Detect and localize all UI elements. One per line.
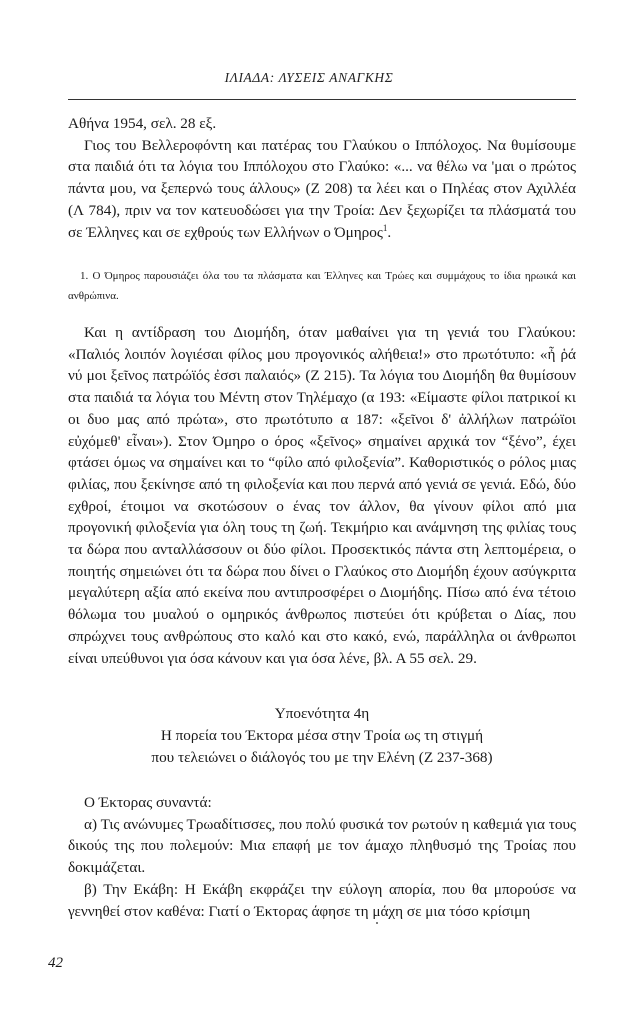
footnote-text: 1. Ο Όμηρος παρουσιάζει όλα του τα πλάσματα και Έλληνες και Τρώες και συμμάχους το ίδια ηρωικά και ανθρώπινα. [68, 270, 576, 302]
section-intro: Ο Έκτορας συναντά: [84, 794, 212, 811]
footnote-ref: 1 [382, 222, 388, 233]
section-body [68, 792, 576, 922]
subsection-heading [68, 703, 576, 769]
subsection-title-line2: που τελειώνει ο διάλογός του με την Ελένη (Ζ 237-368) [151, 749, 493, 766]
main-paragraph: Και η αντίδραση του Διομήδη, όταν μαθαίνει για τη γενιά του Γλαύκου: «Παλιός λοιπόν λογιέσαι φίλος μου προγονικός αλήθεια!» στο πρωτότυπο: «ἦ ῥά νύ μοι ξεῖνος πατρώϊός ἐσσι παλαιός» (Ζ 215). Τα λόγια του Διομήδη θα θυμίσουν στα παιδιά τα λόγια του Μέντη στον Τηλέμαχο (α 193: «Είμαστε φίλοι πατρικοί κι οι δυο μας από πρώτα», στο πρωτότυπο α 187: «ξεῖνοι δ' ἀλλήλων πατρώϊοι εὐχόμεθ' εἶναι»). Στον Όμηρο ο όρος «ξεῖνος» σημαίνει αρχικά τον “ξένο”, έχει φτάσει όμως να σημαίνει και το “φίλο από φιλοξενία”. Καθοριστικός ο ρόλος μιας φιλίας, που ξεκίνησε από τη φιλοξενία και που περνά από γενιά σε γενιά. Εδώ, δύο εχθροί, έτοιμοι να σκοτώσουν ο ένας τον άλλον, θα γίνουν φίλοι από μια προγονική φιλοξενία για όλη τους τη ζωή. Τεκμήριο και ανάμνηση της φιλίας τους τα δώρα που ανταλλάσσουν οι δύο φίλοι. Προσεκτικός πάντα στη λεπτομέρεια, ο ποιητής σημειώνει ότι τα δώρα που δίνει ο Γλαύκος στο Διομήδη έχουν ασύγκριτα μεγαλύτερη αξία από εκείνα που αντιπροσφέρει ο Διομήδης. Πίσω από ένα τέτοιο θόλωμα του μυαλού ο ομηρικός άνθρωπος πιστεύει ότι κρύβεται ο Δίας, που σπρώχνει τους ανθρώπους στο καλό και στο κακό, ενώ, παράλληλα οι άνθρωποι είναι υπεύθυνοι για όσα κάνουν και για όσα λένε, βλ. Α 55 σελ. 29. [68, 324, 576, 667]
top-block [68, 113, 576, 243]
print-speck [376, 922, 378, 924]
header-rule [68, 99, 576, 100]
page-number: 42 [48, 955, 63, 971]
paragraph-text: Γιος του Βελλεροφόντη και πατέρας του Γλαύκου ο Ιππόλοχος. Να θυμίσουμε στα παιδιά ότι τα λόγια του Ιππόλοχου στο Γλαύκο: «... να θέλω να 'μαι ο πρώτος πάντα μου, να ξεπερνώ τους άλλους» (Ζ 208) τα λέει και ο Πηλέας στον Αχιλλέα (Λ 784), πριν να τον κατευοδώσει για την Τροία: Δεν ξεχωρίζει τα πλάσματά του σε Έλληνες και σε εχθρούς των Ελλήνων ο Όμηρος [68, 136, 576, 241]
paragraph-hippolochus: Γιος του Βελλεροφόντη και πατέρας του Γλαύκου ο Ιππόλοχος. Να θυμίσουμε στα παιδιά ότι τα λόγια του Ιππόλοχου στο Γλαύκο: «... να θέλω να 'μαι ο πρώτος πάντα μου, να ξεπερνώ τους άλλους» (Ζ 208) τα λέει και ο Πηλέας στον Αχιλλέα (Λ 784), πριν να τον κατευοδώσει για την Τροία: Δεν ξεχωρίζει τα πλάσματά του σε Έλληνες και σε εχθρούς των Ελλήνων ο Όμηρος$^1$. [68, 136, 576, 241]
list-item-a: α) Τις ανώνυμες Τρωαδίτισσες, που πολύ φυσικά τον ρωτούν η καθεμιά για τους δικούς της που πολεμούν: Μια επαφή με τον άμαχο πληθυσμό της Τροίας που δοκιμάζεται. [68, 815, 576, 877]
main-paragraph-block [68, 322, 576, 669]
subsection-title-line1: Η πορεία του Έκτορα μέσα στην Τροία ως τη στιγμή [160, 727, 484, 744]
subsection-label: Υποενότητα 4η [274, 705, 370, 722]
citation-line: Αθήνα 1954, σελ. 28 εξ. [68, 115, 217, 132]
footnote [68, 266, 576, 306]
running-head: ΙΛΙΑΔΑ: ΛΥΣΕΙΣ ΑΝΑΓΚΗΣ [224, 70, 394, 85]
list-item-b: β) Την Εκάβη: Η Εκάβη εκφράζει την εύλογη απορία, που θα μπορούσε να γεννηθεί στον καθένα: Γιατί ο Έκτορας άφησε τη μάχη σε μια τόσο κρίσιμη [68, 880, 576, 920]
